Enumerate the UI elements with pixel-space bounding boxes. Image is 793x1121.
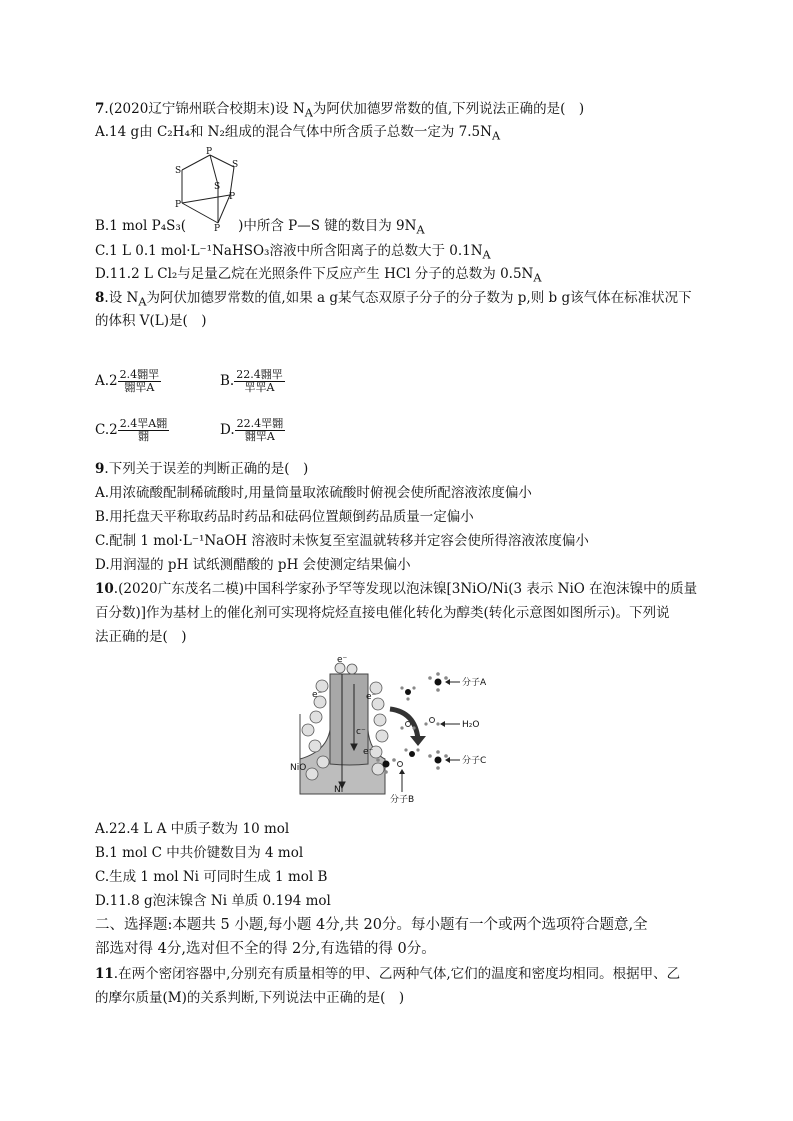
water-molecule-icon xyxy=(400,718,439,730)
electron-label-lower: e⁻ xyxy=(363,747,374,757)
q8-b-den: 䍐䍐A xyxy=(244,381,275,394)
q7-option-a xyxy=(95,123,500,146)
q8-a-den: 翾䍐A xyxy=(124,381,155,394)
q8-stem-sub: A xyxy=(138,295,147,309)
q8-d-num: 22.4䍐翾 xyxy=(236,417,284,430)
p4s3-atom-s-left: S xyxy=(175,166,182,176)
q8-a-prefix: 2 xyxy=(109,373,118,389)
q8-c-label: C. xyxy=(95,422,110,438)
q8-d-label: D. xyxy=(220,422,235,438)
q7-stem-rest: 为阿伏加德罗常数的值,下列说法正确的是( ) xyxy=(312,101,585,117)
reaction-arrow xyxy=(390,709,418,739)
molecule-a-label: 分子A xyxy=(462,678,487,688)
q8-a-fraction xyxy=(118,369,162,394)
molecule-c-label: 分子C xyxy=(462,756,487,766)
q8-b-num: 22.4翾䍐 xyxy=(236,368,283,381)
q7-b-pre: B.1 mol P₄S₃( xyxy=(95,218,187,234)
q8-b-fraction xyxy=(234,369,285,394)
q11-number: 11 xyxy=(95,966,114,982)
catalysis-diagram xyxy=(290,654,505,804)
q7-stem-sub: A xyxy=(304,106,313,120)
q7-option-c xyxy=(95,242,491,265)
q8-d-fraction xyxy=(235,418,286,443)
q8-option-c xyxy=(95,418,169,443)
q7-c-sub: A xyxy=(482,248,491,262)
q11-stem-line2: 的摩尔质量(M)的关系判断,下列说法中正确的是( ) xyxy=(95,990,405,1006)
molecule-c-icon xyxy=(404,748,447,769)
q8-b-label: B. xyxy=(220,373,235,389)
q10-stem-line3: 法正确的是( ) xyxy=(95,629,187,645)
h2o-label: H₂O xyxy=(462,720,480,730)
q7-b-post: )中所含 P—S 键的数目为 9N xyxy=(238,218,417,234)
p4s3-atom-p-right: P xyxy=(229,192,236,202)
nio-label: NiO xyxy=(290,763,307,773)
q11-line1: .在两个密闭容器中,分别充有质量相等的甲、乙两种气体,它们的温度和密度均相同。根据甲、乙 xyxy=(113,966,681,982)
section2-heading-line1: 二、选择题:本题共 5 小题,每小题 4分,共 20分。每小题有一个或两个选项符合题意,全 xyxy=(95,917,648,933)
q8-a-num: 2.4翾䍐 xyxy=(119,368,160,381)
q7-d-text: D.11.2 L Cl₂与足量乙烷在光照条件下反应产生 HCl 分子的总数为 0.5N xyxy=(95,266,534,282)
q10-stem1: .(2020广东茂名二模)中国科学家孙予罕等发现以泡沫镍[3NiO/Ni(3 表示 NiO 在泡沫镍中的质量 xyxy=(113,581,698,597)
q9-stem xyxy=(95,460,308,478)
q10-stem-line2: 百分数)]作为基材上的催化剂可实现将烷烃直接电催化转化为醇类(转化示意图如图所示)。下列说 xyxy=(95,605,670,621)
q8-option-a xyxy=(95,369,161,394)
q9-option-b: B.用托盘天平称取药品时药品和砝码位置颠倒药品质量一定偏小 xyxy=(95,509,474,525)
q8-c-den: 翾 xyxy=(137,430,149,443)
q8-a-label: A. xyxy=(95,373,110,389)
q7-b-sub: A xyxy=(416,223,425,237)
electron-label-inner: c⁻ xyxy=(356,727,366,737)
q8-stem-line2 xyxy=(95,312,207,330)
molecule-a-icon xyxy=(400,672,447,700)
q10-option-c: C.生成 1 mol Ni 可同时生成 1 mol B xyxy=(95,869,328,885)
q8-c-prefix: 2 xyxy=(109,422,118,438)
q7-stem xyxy=(95,100,584,123)
q7-number: 7 xyxy=(95,101,105,117)
q8-stem-line1 xyxy=(95,289,692,312)
p4s3-atom-p-bottom: P xyxy=(214,224,221,234)
electron-label-top: e⁻ xyxy=(337,655,348,665)
q7-c-text: C.1 L 0.1 mol·L⁻¹NaHSO₃溶液中所含阳离子的总数大于 0.1N xyxy=(95,243,483,259)
molecule-b-label: 分子B xyxy=(390,795,415,804)
p4s3-atom-p-top: P xyxy=(206,147,213,157)
q7-a-text: A.14 g由 C₂H₄和 N₂组成的混合气体中所含质子总数一定为 7.5N xyxy=(95,124,492,140)
q7-option-b xyxy=(95,217,425,240)
q9-stem-text: .下列关于误差的判断正确的是( ) xyxy=(104,461,309,477)
q7-option-d xyxy=(95,265,542,288)
q10-option-d: D.11.8 g泡沫镍含 Ni 单质 0.194 mol xyxy=(95,893,331,909)
q7-stem-text: .(2020辽宁锦州联合校期末)设 N xyxy=(104,101,305,117)
q10-number: 10 xyxy=(95,581,114,597)
q7-a-sub: A xyxy=(491,129,501,143)
electron-label-left: e⁻ xyxy=(312,690,323,700)
p4s3-atom-p-left: P xyxy=(175,200,182,210)
q11-stem-line1 xyxy=(95,965,680,983)
ni-label: Ni xyxy=(334,785,344,795)
q8-number: 8 xyxy=(95,290,105,306)
q9-option-c: C.配制 1 mol·L⁻¹NaOH 溶液时未恢复至室温就转移并定容会使所得溶液浓度偏小 xyxy=(95,533,589,549)
q8-option-b xyxy=(220,369,285,394)
q8-c-num: 2.4䍐A翾 xyxy=(119,417,168,430)
q10-option-b: B.1 mol C 中共价键数目为 4 mol xyxy=(95,845,304,861)
p4s3-atom-s-mid: S xyxy=(214,182,221,192)
q8-option-d xyxy=(220,418,285,443)
q9-option-d: D.用润湿的 pH 试纸测醋酸的 pH 会使测定结果偏小 xyxy=(95,557,411,573)
q8-stem1: .设 N xyxy=(104,290,139,306)
q9-option-a: A.用浓硫酸配制稀硫酸时,用量筒量取浓硫酸时俯视会使所配溶液浓度偏小 xyxy=(95,485,532,501)
q8-c-fraction xyxy=(118,418,169,443)
q10-stem-line1 xyxy=(95,580,697,598)
q8-stem2: 为阿伏加德罗常数的值,如果 a g某气态双原子分子的分子数为 p,则 b g该气体在标准状况下 xyxy=(146,290,692,306)
q8-stem3: 的体积 V(L)是( ) xyxy=(95,313,207,329)
q10-option-a: A.22.4 L A 中质子数为 10 mol xyxy=(95,821,290,837)
q9-number: 9 xyxy=(95,461,105,477)
electron-label-right: e⁻ xyxy=(366,692,377,702)
p4s3-atom-s-right: S xyxy=(232,160,239,170)
q8-d-den: 翾䍐A xyxy=(244,430,275,443)
q7-d-sub: A xyxy=(533,271,542,285)
section2-heading-line2: 部选对得 4分,选对但不全的得 2分,有选错的得 0分。 xyxy=(95,941,436,957)
